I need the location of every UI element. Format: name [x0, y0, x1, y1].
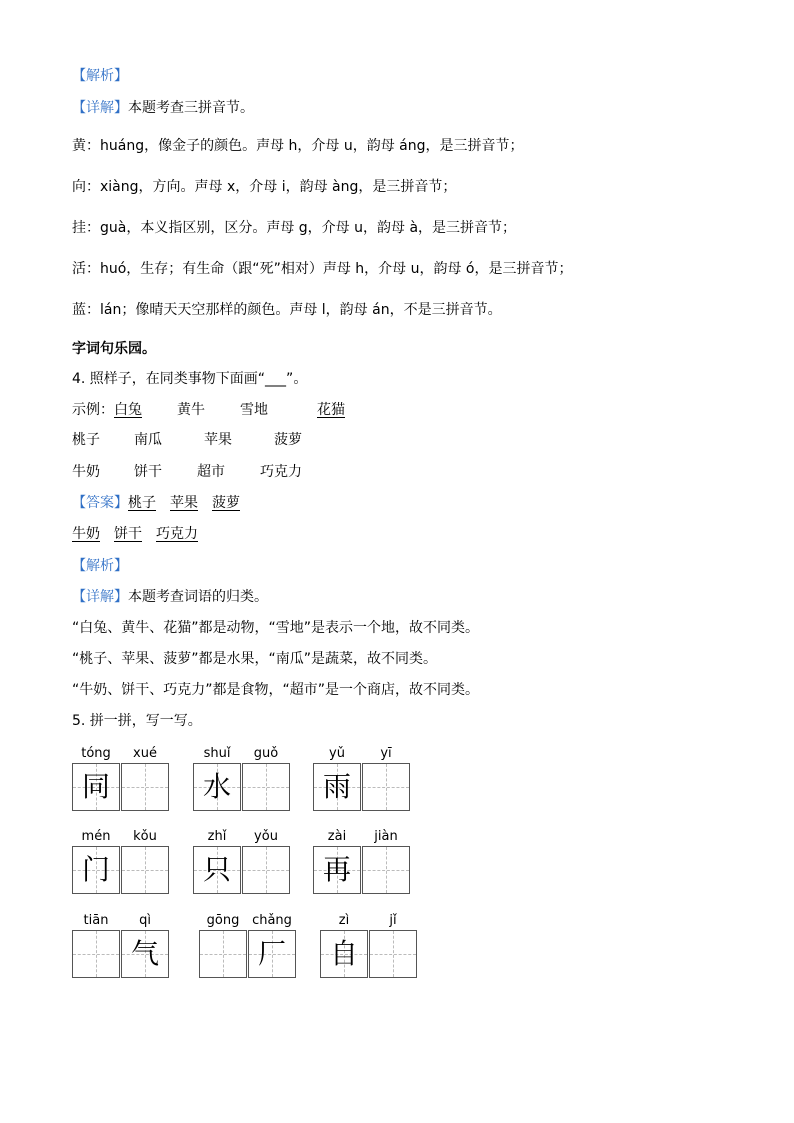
- explain-line-huang: 黄：huáng，像金子的颜色。声母 h，介母 u，韵母 áng，是三拼音节；: [72, 138, 524, 154]
- explain-line: “白兔、黄牛、花猫”都是动物，“雪地”是表示一个地，故不同类。: [72, 620, 480, 636]
- written-character: 同: [81, 770, 110, 803]
- example-label: 示例：: [72, 402, 114, 418]
- q4-question: 4. 照样子，在同类事物下面画“___”。: [72, 371, 308, 387]
- analysis-tag: 【解析】: [72, 558, 128, 574]
- writing-cell[interactable]: [362, 763, 410, 811]
- pinyin-label: yǒu: [254, 829, 278, 844]
- answer-word: 桃子: [128, 495, 156, 511]
- written-character: 门: [81, 853, 110, 886]
- written-character: [122, 847, 168, 893]
- writing-cell[interactable]: [193, 846, 241, 894]
- detail-line: [72, 98, 254, 118]
- writing-cell[interactable]: [242, 846, 290, 894]
- pinyin-label: chǎng: [252, 913, 292, 928]
- writing-cell[interactable]: [72, 930, 120, 978]
- written-character: [363, 847, 409, 893]
- explain-line-xiang: 向：xiàng，方向。声母 x，介母 i，韵母 àng，是三拼音节；: [72, 179, 457, 195]
- pinyin-label: tóng: [81, 746, 111, 761]
- explain-line-lan: 蓝：lán；像晴天天空那样的颜色。声母 l，韵母 án，不是三拼音节。: [72, 302, 502, 318]
- writing-cell[interactable]: [72, 763, 120, 811]
- pinyin-label: shuǐ: [203, 746, 231, 761]
- pinyin-label: zhǐ: [207, 829, 227, 844]
- explain-line: “桃子、苹果、菠萝”都是水果，“南瓜”是蔬菜，故不同类。: [72, 651, 438, 667]
- written-character: [243, 847, 289, 893]
- writing-cell[interactable]: [369, 930, 417, 978]
- detail-text: 本题考查词语的归类。: [128, 589, 268, 605]
- pinyin-label: yī: [380, 746, 392, 761]
- answer-word: 巧克力: [156, 526, 198, 542]
- writing-cell[interactable]: [242, 763, 290, 811]
- written-character: 水: [202, 770, 231, 803]
- detail-line: [72, 587, 268, 607]
- writing-cell[interactable]: [121, 763, 169, 811]
- written-character: 只: [202, 853, 231, 886]
- writing-cell[interactable]: [199, 930, 247, 978]
- written-character: [243, 764, 289, 810]
- explain-line: “牛奶、饼干、巧克力”都是食物，“超市”是一个商店，故不同类。: [72, 682, 480, 698]
- pinyin-label: guǒ: [253, 746, 279, 761]
- answer-word: 苹果: [170, 495, 198, 511]
- example-word: 花猫: [317, 402, 345, 418]
- pinyin-label: qì: [139, 913, 151, 928]
- writing-cell[interactable]: [320, 930, 368, 978]
- answer-tag: 【答案】: [72, 495, 128, 511]
- explain-line-huo: 活：huó，生存；有生命（跟“死”相对）声母 h，介母 u，韵母 ó，是三拼音节；: [72, 261, 573, 277]
- answer-word: 菠萝: [212, 495, 240, 511]
- word: 菠萝: [274, 432, 302, 448]
- writing-cell[interactable]: [72, 846, 120, 894]
- writing-cell[interactable]: [193, 763, 241, 811]
- word: 南瓜: [134, 432, 162, 448]
- analysis-tag: 【解析】: [72, 68, 128, 84]
- writing-cell[interactable]: [248, 930, 296, 978]
- example-word: 黄牛: [177, 402, 205, 418]
- pinyin-label: jǐ: [389, 913, 397, 928]
- q5-question: 5. 拼一拼，写一写。: [72, 713, 202, 729]
- written-character: 雨: [322, 770, 351, 803]
- written-character: [73, 931, 119, 977]
- example-word: 白兔: [114, 402, 142, 418]
- written-character: [363, 764, 409, 810]
- answer-word: 饼干: [114, 526, 142, 542]
- writing-cell[interactable]: [121, 930, 169, 978]
- writing-cell[interactable]: [313, 846, 361, 894]
- word: 巧克力: [260, 464, 302, 480]
- example-word: 雪地: [240, 402, 268, 418]
- written-character: 厂: [257, 937, 286, 970]
- written-character: 自: [329, 937, 358, 970]
- word: 超市: [197, 464, 225, 480]
- word: 桃子: [72, 432, 100, 448]
- written-character: [370, 931, 416, 977]
- pinyin-label: jiàn: [374, 829, 398, 844]
- word: 饼干: [134, 464, 162, 480]
- written-character: [200, 931, 246, 977]
- pinyin-label: kǒu: [133, 829, 157, 844]
- pinyin-label: tiān: [83, 913, 109, 928]
- written-character: [122, 764, 168, 810]
- writing-cell[interactable]: [121, 846, 169, 894]
- detail-tag: 【详解】: [72, 589, 128, 605]
- word: 苹果: [204, 432, 232, 448]
- written-character: 再: [322, 853, 351, 886]
- section-title: 字词句乐园。: [72, 341, 156, 357]
- detail-text: 本题考查三拼音节。: [128, 100, 254, 116]
- written-character: 气: [130, 937, 159, 970]
- word: 牛奶: [72, 464, 100, 480]
- pinyin-label: yǔ: [329, 746, 345, 761]
- pinyin-label: mén: [81, 829, 111, 844]
- pinyin-label: xué: [133, 746, 157, 761]
- writing-cell[interactable]: [362, 846, 410, 894]
- pinyin-label: zài: [327, 829, 347, 844]
- writing-cell[interactable]: [313, 763, 361, 811]
- answer-word: 牛奶: [72, 526, 100, 542]
- detail-tag: 【详解】: [72, 100, 128, 116]
- pinyin-label: gōng: [206, 913, 240, 928]
- pinyin-label: zì: [338, 913, 350, 928]
- explain-line-gua: 挂：guà，本义指区别，区分。声母 g，介母 u，韵母 à，是三拼音节；: [72, 220, 517, 236]
